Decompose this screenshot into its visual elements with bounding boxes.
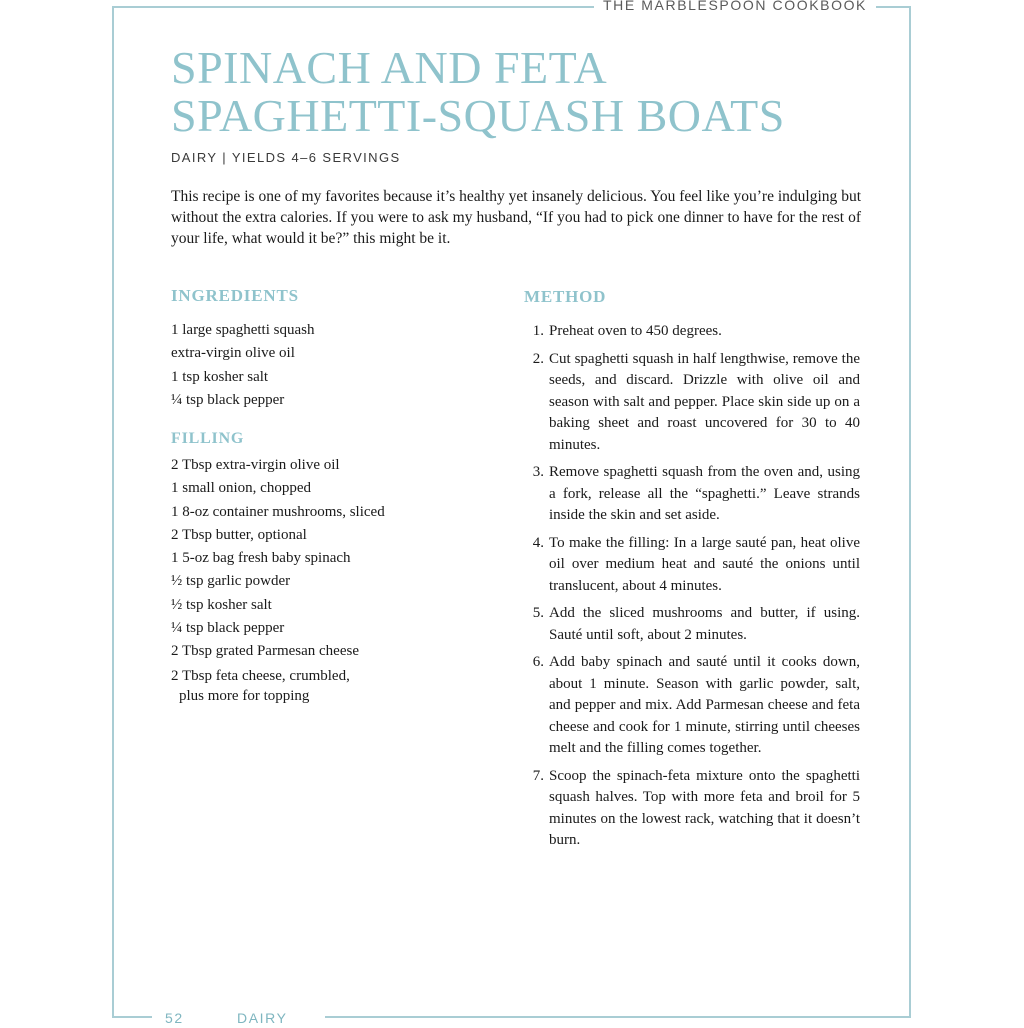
filling-item: 2 Tbsp butter, optional: [171, 526, 307, 543]
step-text: Preheat oven to 450 degrees.: [549, 323, 722, 339]
footer-section-label: DAIRY: [237, 1010, 288, 1026]
filling-item: 2 Tbsp extra-virgin olive oil: [171, 457, 340, 473]
ingredient-item: 1 tsp kosher salt: [171, 368, 269, 385]
method-steps: [524, 321, 860, 858]
recipe-intro: This recipe is one of my favorites because it’s healthy yet insanely delicious. You feel like you’re indulging but without the extra calories. If you were to ask my husband, “If you had to pick one dinner to have for the rest of your life, what would it be?” this might be it.: [171, 188, 861, 247]
frame-top-rule-left: [112, 6, 594, 8]
ingredient-item: ¼ tsp black pepper: [171, 391, 285, 408]
recipe-title-line-1: SPINACH AND FETA: [171, 42, 608, 93]
recipe-title-line-2: SPAGHETTI-SQUASH BOATS: [171, 90, 785, 141]
ingredients-heading: INGREDIENTS: [171, 286, 299, 305]
frame-bottom-rule-left: [112, 1016, 152, 1018]
frame-top-rule-right: [876, 6, 911, 8]
filling-heading: FILLING: [171, 430, 245, 447]
filling-item: ¼ tsp black pepper: [171, 620, 285, 637]
recipe-title: [171, 44, 785, 140]
step-number: 1.: [532, 323, 544, 339]
method-step: [524, 533, 860, 598]
filling-item: [171, 664, 385, 706]
step-number: 2.: [532, 350, 544, 367]
method-step: [524, 603, 860, 646]
method-heading: METHOD: [524, 287, 607, 306]
method-step: [524, 462, 860, 527]
filling-item: ½ tsp garlic powder: [171, 573, 291, 590]
step-text: Add the sliced mushrooms and butter, if using. Sauté until soft, about 2 minutes.: [549, 605, 860, 643]
step-number: 6.: [532, 654, 544, 670]
step-text: Scoop the spinach-feta mixture onto the spaghetti squash halves. Top with more feta and broil for 5 minutes on the lowest rack, watching that it doesn’t burn.: [549, 767, 860, 848]
method-step: [524, 652, 860, 760]
filling-item: 2 Tbsp grated Parmesan cheese: [171, 643, 359, 660]
step-text: Cut spaghetti squash in half lengthwise, remove the seeds, and discard. Drizzle with olive oil and season with salt and pepper. Place skin side up on a baking sheet and roast uncovered for 30 to 40 minutes.: [549, 350, 860, 453]
step-number: 7.: [532, 767, 544, 784]
step-number: 4.: [532, 534, 544, 551]
frame-left-rule: [112, 6, 114, 1018]
filling-item: 1 5-oz bag fresh baby spinach: [171, 550, 351, 567]
ingredients-list: [171, 319, 314, 412]
filling-item-line-1: 2 Tbsp feta cheese, crumbled,: [171, 667, 350, 684]
step-number: 3.: [532, 464, 544, 480]
filling-item: 1 small onion, chopped: [171, 480, 311, 497]
ingredient-item: extra-virgin olive oil: [171, 345, 295, 362]
step-text: To make the filling: In a large sauté pan, heat olive oil over medium heat and sauté the onions until translucent, about 4 minutes.: [549, 534, 860, 594]
step-text: Remove spaghetti squash from the oven and, using a fork, release all the “spaghetti.” Leave strands inside the skin and set aside.: [549, 464, 860, 523]
filling-item-line-2: plus more for topping: [179, 687, 310, 704]
step-text: Add baby spinach and sauté until it cooks down, about 1 minute. Season with garlic powder, salt, and pepper and mix. Add Parmesan cheese and feta cheese and cook for 1 minute, stirring until cheeses melt and the filling comes together.: [549, 654, 860, 756]
running-head: THE MARBLESPOON COOKBOOK: [597, 0, 873, 14]
page-number: 52: [165, 1010, 184, 1026]
method-step: [524, 321, 860, 343]
filling-list: [171, 454, 385, 706]
frame-right-rule: [909, 6, 911, 1018]
filling-item: ½ tsp kosher salt: [171, 596, 272, 613]
step-number: 5.: [532, 605, 544, 621]
method-step: [524, 766, 860, 852]
recipe-subtitle: DAIRY | YIELDS 4–6 SERVINGS: [171, 150, 401, 165]
frame-bottom-rule-right: [325, 1016, 911, 1018]
ingredient-item: 1 large spaghetti squash: [171, 322, 315, 338]
filling-item: 1 8-oz container mushrooms, sliced: [171, 503, 385, 520]
method-step: [524, 349, 860, 457]
